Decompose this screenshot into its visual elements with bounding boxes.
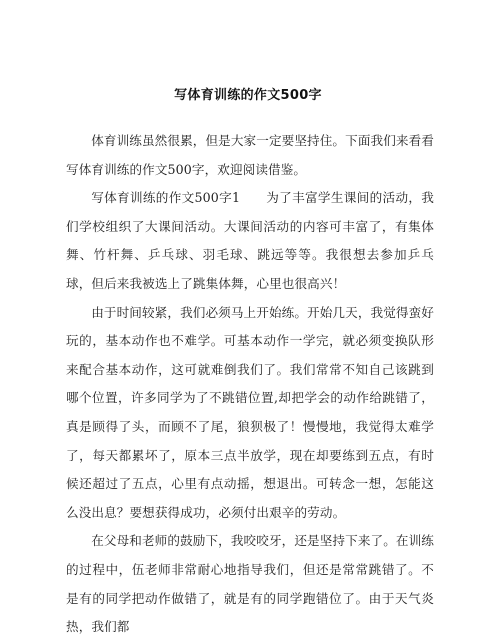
paragraph-intro: 体育训练虽然很累，但是大家一定要坚持住。下面我们来看看写体育训练的作文500字，欢迎阅读借鉴。 [66,133,434,177]
paragraph-essay-heading: 写体育训练的作文500字1 为了丰富学生课间的活动，我们学校组织了大课间活动。大课间活动的内容可丰富了，有集体舞、竹杆舞、乒乓球、羽毛球、跳远等等。我很想去参加乒乓球，但后来我被选上了跳集体舞，心里也很高兴！ [66,190,434,291]
document-title: 写体育训练的作文500字 [174,88,322,103]
document-body [66,127,434,642]
paragraph-encouragement: 在父母和老师的鼓励下，我咬咬牙，还是坚持下来了。在训练的过程中，伍老师非常耐心地指导我们，但还是常常跳错了。不是有的同学把动作做错了，就是有的同学跑错位了。由于天气炎热，我们都 [66,533,434,635]
paragraph-training: 由于时间较紧，我们必须马上开始练。开始几天，我觉得蛮好玩的，基本动作也不难学。可基本动作一学完，就必须变换队形来配合基本动作，这可就难倒我们了。我们常常不知自己该跳到哪个位置，许多同学为了不跳错位置,却把学会的动作给跳错了，真是顾得了头，而顾不了尾，狼狈极了！慢慢地，我觉得太难学了，每天都累坏了，原本三点半放学，现在却要练到五点，有时候还超过了五点，心里有点动摇，想退出。可转念一想，怎能这么没出息？要想获得成功，必须付出艰辛的劳动。 [66,304,434,520]
